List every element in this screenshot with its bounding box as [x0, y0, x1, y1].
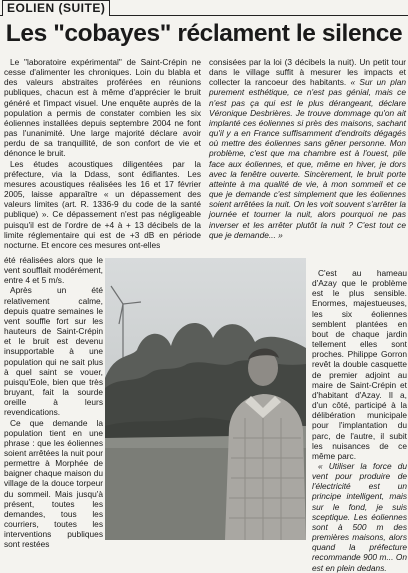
paragraph-intro: consisées par la loi (3 décibels la nuit). Un petit tour dans le village suffit à mesurer les impacts et collecter la rancoeur des habitants. [209, 57, 406, 88]
column-left-top [4, 57, 201, 250]
paragraph: C'est au hameau d'Azay que le problème est le plus sensible. Enormes, majestueuses, les six éoliennes semblent plantées en bout de chaque jardin tellement elles sont proches. Philippe Gorron revêt la double casquette de premier adjoint au maire de Saint-Crépin et d'habitant d'Azay. Il a, d'un côté, participé à la délibération municipale pour l'implantation du parc, de l'autre, il subit les nuisances de ce même parc. [312, 268, 407, 461]
column-right-top [209, 57, 406, 254]
paragraph: Après un été relativement calme, depuis quatre semaines le vent souffle fort sur les hauteurs de Saint-Crépin et le bruit est devenu insupportable à une population qui ne sait plus à quel saint se vouer, puisqu'Eole, bien que très bruyant, fait la sourde oreille à leurs revendications. [4, 285, 103, 418]
column-left-bottom [4, 255, 103, 550]
paragraph: « Utiliser la force du vent pour produire de l'électricité est un principe intelligent, mais sur le fond, je suis sceptique. Les éoliennes sont à 500 m des premières maisons, alors quand la préfecture recommande 900 m... On est en plein dedans. [312, 460, 407, 573]
article-photo [105, 258, 306, 540]
paragraph: Le "laboratoire expérimental" de Saint-Crépin ne cesse d'alimenter les chroniques. Loin du blabla et des valeurs abstraites proférées en réunions publiques, chacun est à même d'apprécier le bruit généré et l'impact visuel. Une enquête auprès de la population a permis de constater combien les six éoliennes installées depuis septembre 2004 ne font pas l'unanimité. Une large majorité déclare avoir perdu de sa tranquillité, de son confort de vie et dénonce le bruit. [4, 57, 201, 159]
column-right-bottom [312, 268, 407, 573]
paragraph: Ce que demande la population tient en une phrase : que les éoliennes soient arrêtées la nuit pour permettre à Morphée de baigner chaque maison du village de la douce torpeur du sommeil. Mais jusqu'à présent, toutes les demandes, tous les courriers, toutes les interventions publiques sont restées [4, 417, 103, 550]
paragraph: été réalisées alors que le vent soufflait modérément, entre 4 et 5 m/s. [4, 255, 103, 286]
section-kicker: EOLIEN (SUITE) [2, 0, 110, 16]
article-headline: Les "cobayes" réclament le silence [5, 20, 403, 47]
paragraph [209, 57, 406, 240]
paragraph: Les études acoustiques diligentées par la préfecture, via la Ddass, sont édifiantes. Les mesures acoustiques réalisées les 16 et 17 février 2005, laisse apparaître « un dépassement des valeurs limites (art. R. 1336-9 du code de la santé publique) ». Ce dépassement n'est pas négligeable puisqu'il est de l'ordre de +4 à + 13 décibels de la limite réglementaire qui est de +3 dB en période nocturne. Et encore ces mesures ont-elles [4, 158, 201, 250]
resident-quote: « Sur un plan purement esthétique, ce n'est pas génial, mais ce n'est pas ça qui est le plus dérangeant, déclare Véronique Desbrières. Je trouve dommage qu'on ait implanté ces éoliennes si près des maisons, sachant qu'il y a en France suffisamment d'endroits dégagés où mettre des éoliennes sans gêner personne. Mon problème, c'est que ma chambre est à l'ouest, pile face aux éoliennes, et que, même en hiver, je dors avec la fenêtre ouverte. Sincèrement, le bruit porte atteinte à ma qualité de vie, à mon sommeil et ce que je demande c'est simplement que les éoliennes soient arrêtées la nuit. On les voit souvent s'arrêter la journée et tourner la nuit, alors pourquoi ne pas inverser et les arrêter plutôt la nuit ? C'est tout ce que je demande... » [209, 77, 406, 240]
